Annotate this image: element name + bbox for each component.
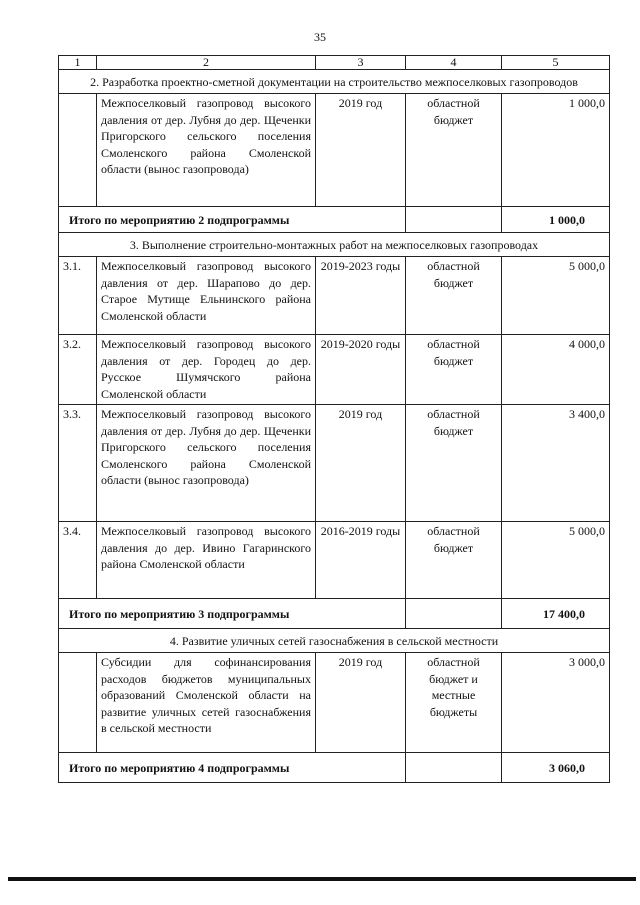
row-funding-source: областной бюджет и местные бюджеты <box>406 653 502 753</box>
table-header-row <box>59 56 610 70</box>
row-number <box>59 653 97 753</box>
row-amount: 3 400,0 <box>502 405 610 522</box>
column-number-1: 1 <box>59 56 97 70</box>
total-empty-cell <box>406 599 502 629</box>
row-funding-source: областной бюджет <box>406 522 502 599</box>
row-amount: 5 000,0 <box>502 522 610 599</box>
row-amount: 4 000,0 <box>502 335 610 405</box>
total-row <box>59 753 610 783</box>
section-row <box>59 629 610 653</box>
row-amount: 3 000,0 <box>502 653 610 753</box>
row-period: 2019 год <box>316 653 406 753</box>
row-amount: 1 000,0 <box>502 94 610 207</box>
row-number: 3.4. <box>59 522 97 599</box>
row-description: Межпоселковый газопровод высокого давления от дер. Городец до дер. Русское Шумячского района Смоленской области <box>97 335 316 405</box>
budget-table <box>58 55 610 783</box>
row-description: Межпоселковый газопровод высокого давления от дер. Лубня до дер. Щеченки Пригорского сельского поселения Смоленского района Смоленской области (вынос газопровода) <box>97 405 316 522</box>
row-funding-source: областной бюджет <box>406 405 502 522</box>
footer-rule <box>8 877 636 881</box>
total-row <box>59 599 610 629</box>
section-row <box>59 70 610 94</box>
total-value: 3 060,0 <box>502 753 610 783</box>
total-empty-cell <box>406 207 502 233</box>
table-row <box>59 335 610 405</box>
total-empty-cell <box>406 753 502 783</box>
column-number-5: 5 <box>502 56 610 70</box>
row-description: Субсидии для софинансирования расходов бюджетов муниципальных образований Смоленской области на развитие уличных сетей газоснабжения в сельской местности <box>97 653 316 753</box>
row-number <box>59 94 97 207</box>
table-row <box>59 522 610 599</box>
row-number: 3.2. <box>59 335 97 405</box>
table-row <box>59 405 610 522</box>
row-period: 2019 год <box>316 94 406 207</box>
row-period: 2019 год <box>316 405 406 522</box>
row-description: Межпоселковый газопровод высокого давления от дер. Лубня до дер. Щеченки Пригорского сельского поселения Смоленского района Смоленской области (вынос газопровода) <box>97 94 316 207</box>
section-title: 4. Развитие уличных сетей газоснабжения в сельской местности <box>59 629 610 653</box>
section-title: 2. Разработка проектно-сметной документации на строительство межпоселковых газопроводов <box>59 70 610 94</box>
row-number: 3.3. <box>59 405 97 522</box>
row-funding-source: областной бюджет <box>406 257 502 335</box>
row-amount: 5 000,0 <box>502 257 610 335</box>
section-row <box>59 233 610 257</box>
row-number: 3.1. <box>59 257 97 335</box>
total-label: Итого по мероприятию 2 подпрограммы <box>59 207 406 233</box>
total-label: Итого по мероприятию 3 подпрограммы <box>59 599 406 629</box>
total-value: 17 400,0 <box>502 599 610 629</box>
column-number-4: 4 <box>406 56 502 70</box>
row-description: Межпоселковый газопровод высокого давления до дер. Ивино Гагаринского района Смоленской области <box>97 522 316 599</box>
row-period: 2019-2020 годы <box>316 335 406 405</box>
row-period: 2016-2019 годы <box>316 522 406 599</box>
row-funding-source: областной бюджет <box>406 94 502 207</box>
section-title: 3. Выполнение строительно-монтажных работ на межпоселковых газопроводах <box>59 233 610 257</box>
page-number: 35 <box>314 30 326 44</box>
total-label: Итого по мероприятию 4 подпрограммы <box>59 753 406 783</box>
column-number-2: 2 <box>97 56 316 70</box>
row-funding-source: областной бюджет <box>406 335 502 405</box>
row-description: Межпоселковый газопровод высокого давления от дер. Шарапово до дер. Старое Мутище Ельнинского района Смоленской области <box>97 257 316 335</box>
total-value: 1 000,0 <box>502 207 610 233</box>
total-row <box>59 207 610 233</box>
table-row <box>59 257 610 335</box>
column-number-3: 3 <box>316 56 406 70</box>
table-row <box>59 653 610 753</box>
table-row <box>59 94 610 207</box>
row-period: 2019-2023 годы <box>316 257 406 335</box>
